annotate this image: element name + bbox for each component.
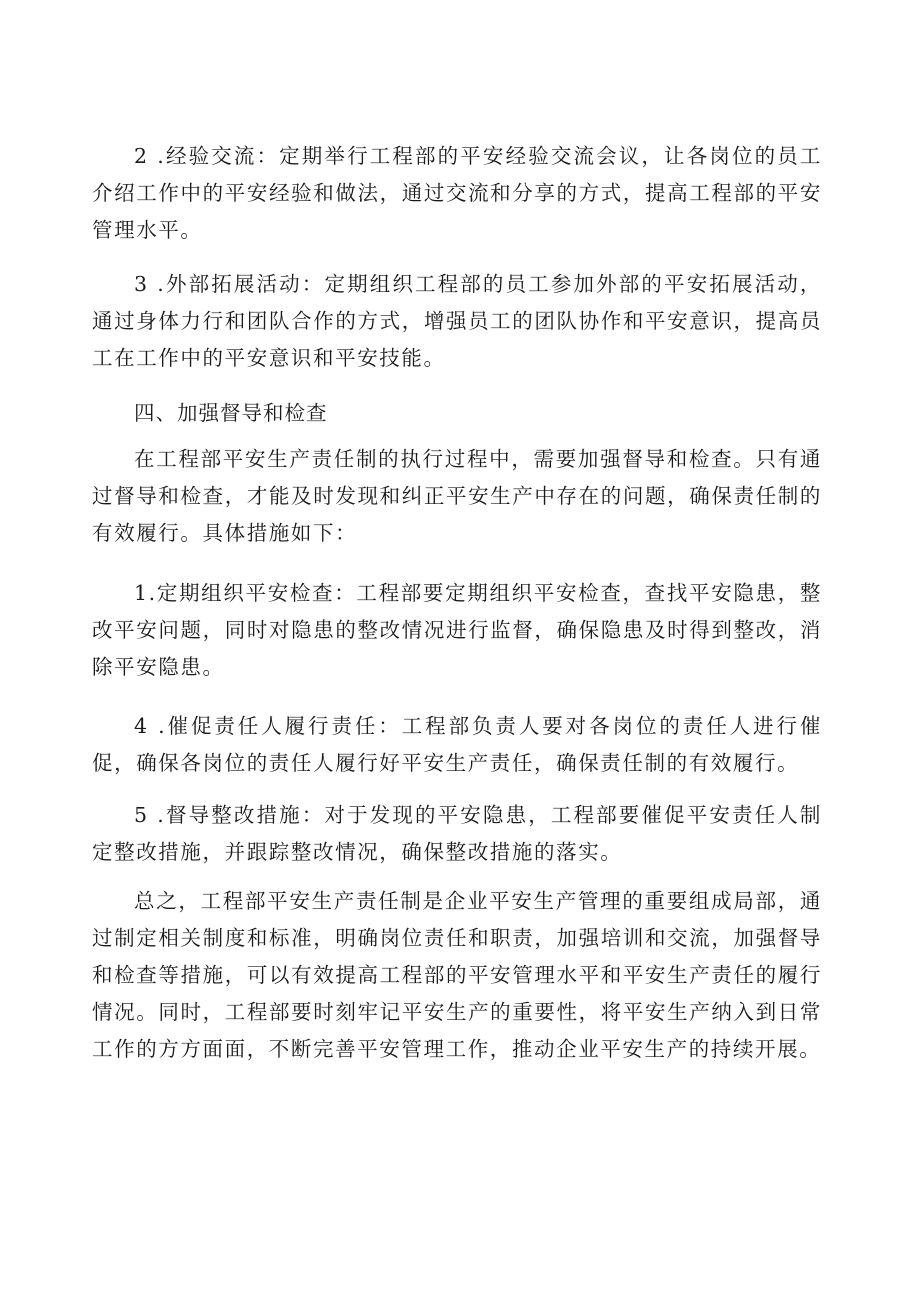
paragraph-outdoor-activity: 3 .外部拓展活动：定期组织工程部的员工参加外部的平安拓展活动，通过身体力行和团队合作的方式，增强员工的团队协作和平安意识，提高员工在工作中的平安意识和平安技能。 xyxy=(92,272,822,370)
paragraph-urge-responsibility: 4 .催促责任人履行责任：工程部负责人要对各岗位的责任人进行催促，确保各岗位的责任人履行好平安生产责任，确保责任制的有效履行。 xyxy=(92,714,822,775)
paragraph-conclusion: 总之，工程部平安生产责任制是企业平安生产管理的重要组成局部，通过制定相关制度和标准，明确岗位责任和职责，加强培训和交流，加强督导和检查等措施，可以有效提高工程部的平安管理水平和平安生产责任的履行情况。同时，工程部要时刻牢记平安生产的重要性，将平安生产纳入到日常工作的方方面面，不断完善平安管理工作，推动企业平安生产的持续开展。 xyxy=(92,889,822,1061)
paragraph-rectification-measures: 5 .督导整改措施：对于发现的平安隐患，工程部要催促平安责任人制定整改措施，并跟踪整改情况，确保整改措施的落实。 xyxy=(92,803,822,864)
section-heading-supervision: 四、加强督导和检查 xyxy=(134,401,328,425)
paragraph-supervision-intro: 在工程部平安生产责任制的执行过程中，需要加强督导和检查。只有通过督导和检查，才能及时发现和纠正平安生产中存在的问题，确保责任制的有效履行。具体措施如下： xyxy=(92,447,822,545)
paragraph-safety-inspection: 1.定期组织平安检查：工程部要定期组织平安检查，查找平安隐患，整改平安问题，同时对隐患的整改情况进行监督，确保隐患及时得到整改，消除平安隐患。 xyxy=(92,581,822,679)
paragraph-experience-exchange: 2 .经验交流：定期举行工程部的平安经验交流会议，让各岗位的员工介绍工作中的平安经验和做法，通过交流和分享的方式，提高工程部的平安管理水平。 xyxy=(92,144,822,242)
